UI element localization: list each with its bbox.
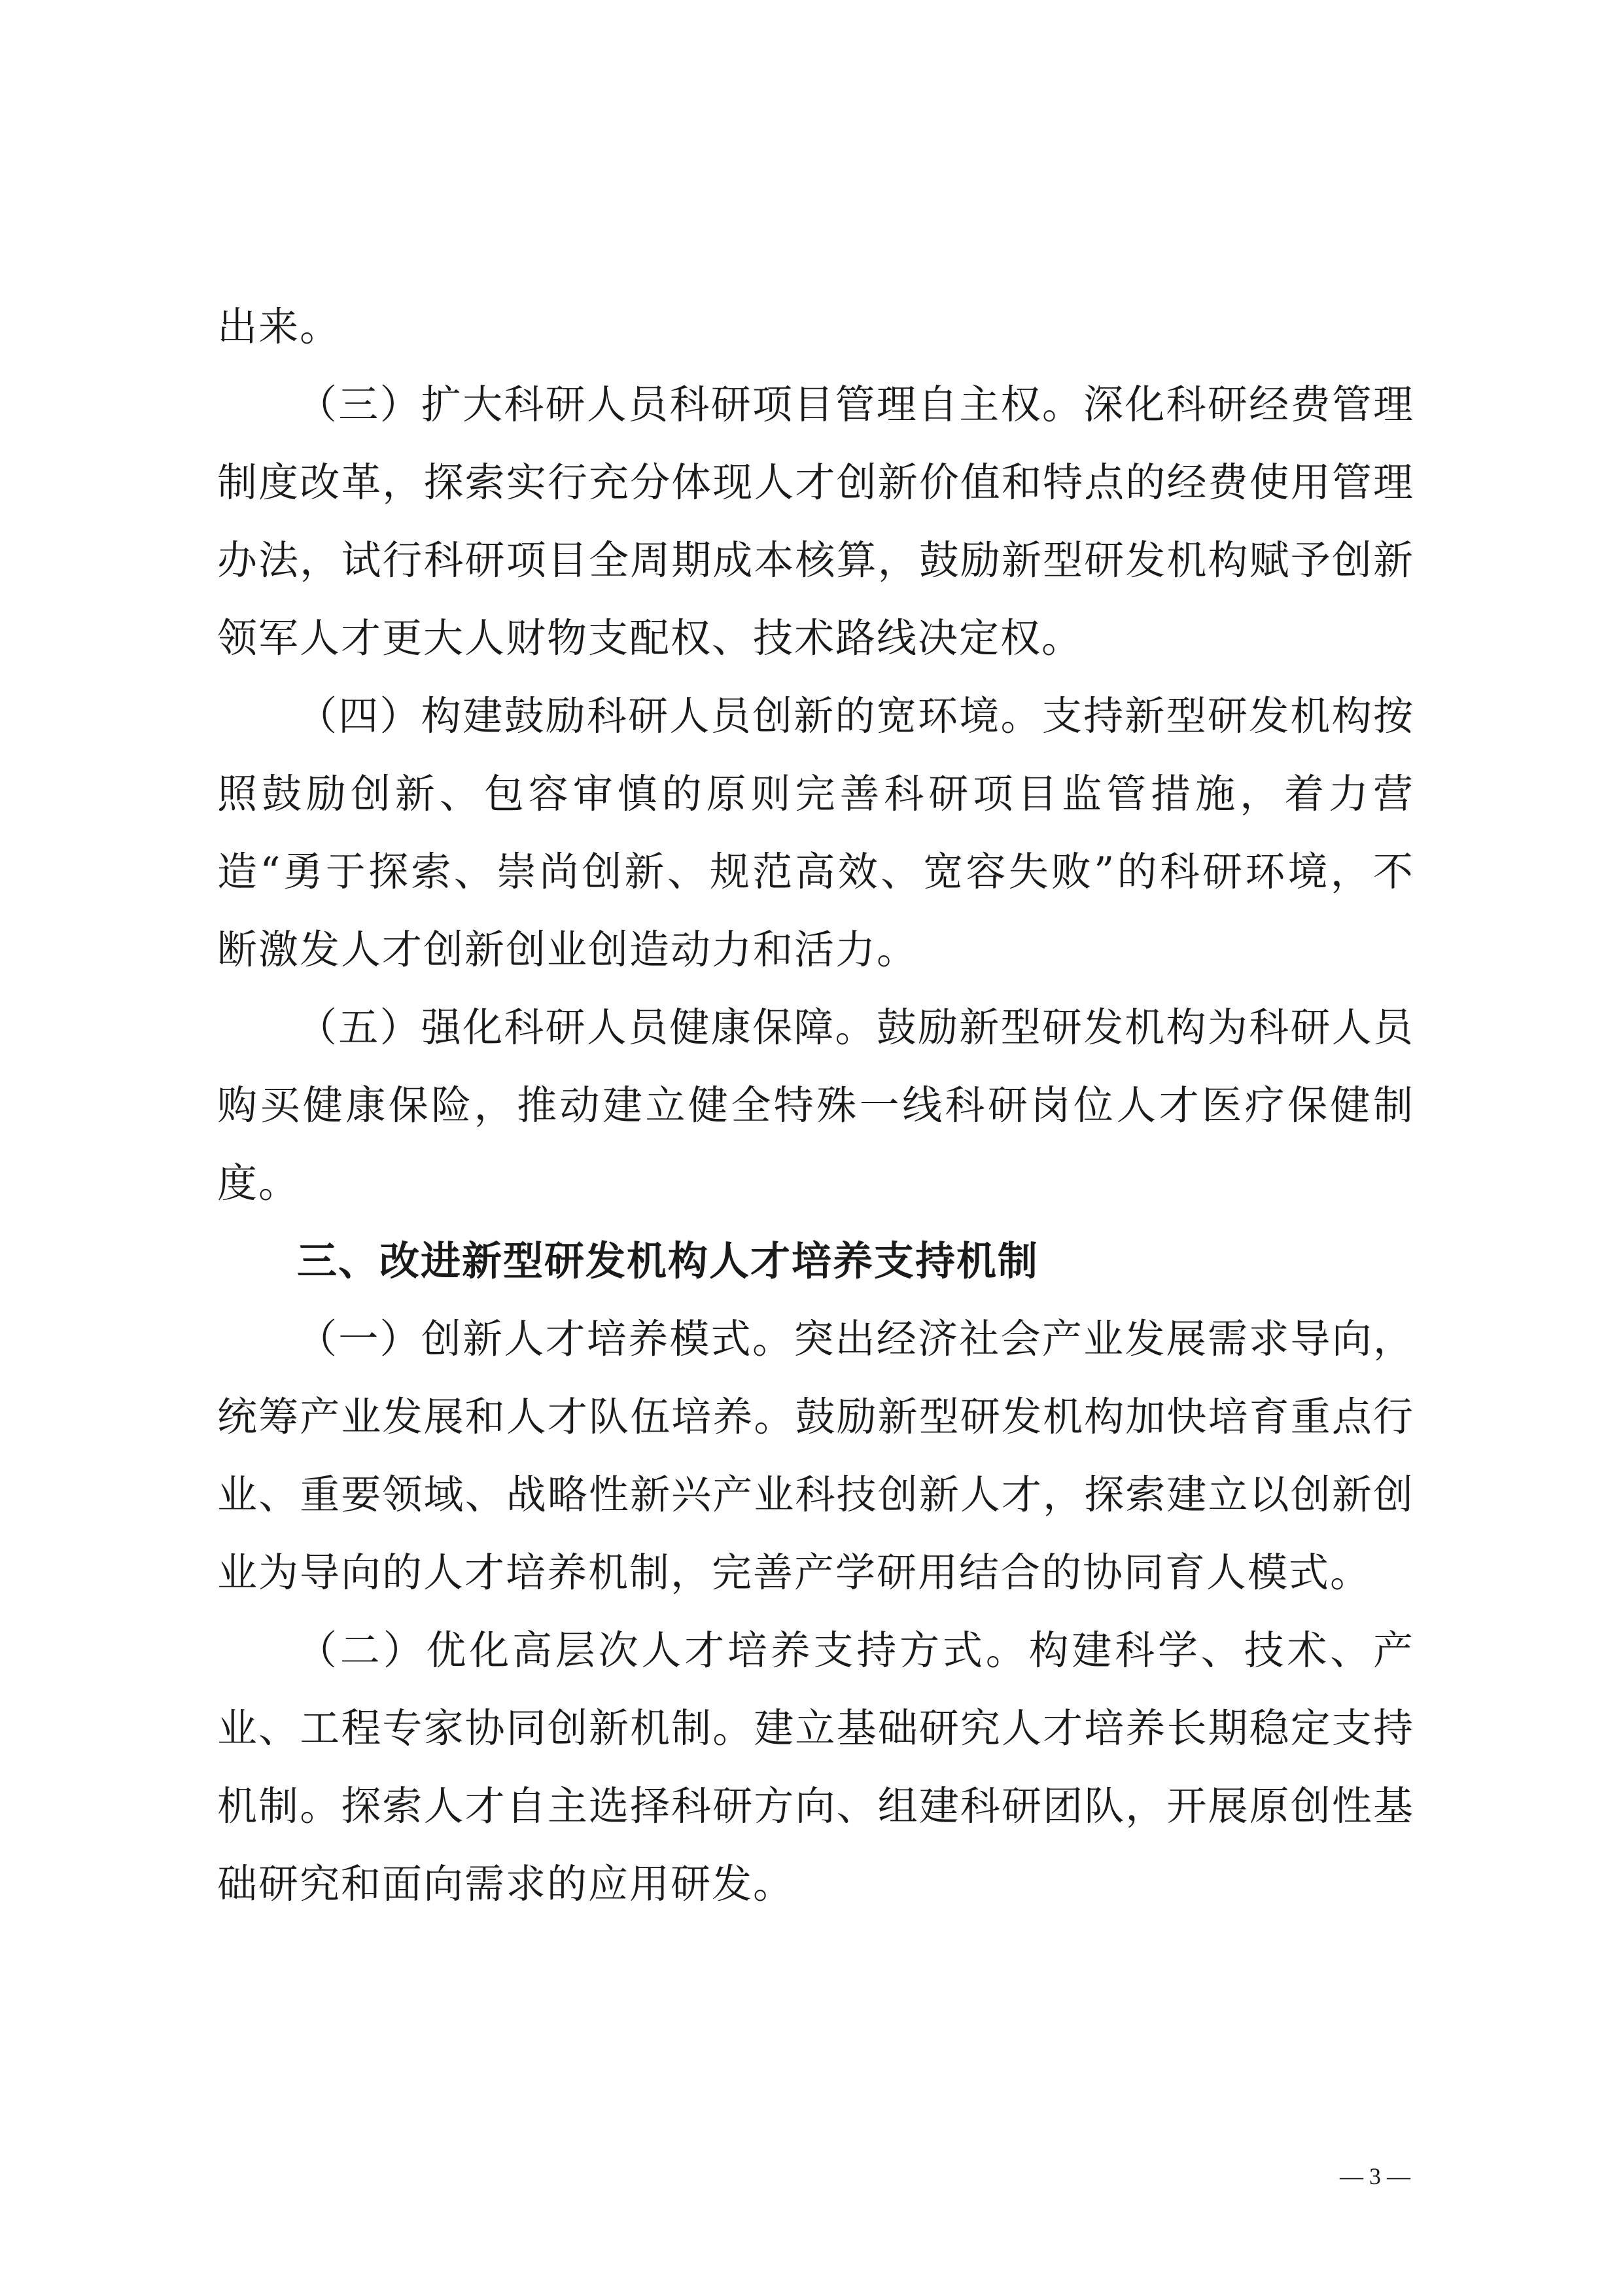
paragraph-lead: （一）创新人才培养模式。 — [297, 1316, 794, 1362]
paragraph-lead: （五）强化科研人员健康保障。 — [297, 1004, 877, 1051]
paragraph-text: 支持新型研发机构按照鼓励创新、包容审慎的原则完善科研项目监管措施，着力营造“勇于探索、崇尚创新、规范高效、宽容失败”的科研环境，不断激发人才创新创业创造动力和活力。 — [217, 693, 1414, 973]
paragraph-item-5 — [217, 989, 1414, 1222]
paragraph-continuation — [217, 288, 1414, 366]
paragraph-lead: （三）扩大科研人员科研项目管理自主权。 — [297, 381, 1084, 428]
paragraph-item-4 — [217, 677, 1414, 989]
paragraph-item-1 — [217, 1300, 1414, 1612]
paragraph-text: 鼓励新型研发机构为科研人员购买健康保险，推动建立健全特殊一线科研岗位人才医疗保健制度。 — [217, 1004, 1414, 1207]
paragraph-text: 构建科学、技术、产业、工程专家协同创新机制。建立基础研究人才培养长期稳定支持机制。探索人才自主选择科研方向、组建科研团队，开展原创性基础研究和面向需求的应用研发。 — [217, 1627, 1414, 1907]
paragraph-text: 突出经济社会产业发展需求导向，统筹产业发展和人才队伍培养。鼓励新型研发机构加快培育重点行业、重要领域、战略性新兴产业科技创新人才，探索建立以创新创业为导向的人才培养机制，完善产学研用结合的协同育人模式。 — [217, 1316, 1414, 1596]
paragraph-lead: （二）优化高层次人才培养支持方式。 — [297, 1627, 1029, 1674]
paragraph-item-2 — [217, 1612, 1414, 1923]
paragraph-text: 深化科研经费管理制度改革，探索实行充分体现人才创新价值和特点的经费使用管理办法，试行科研项目全周期成本核算，鼓励新型研发机构赋予创新领军人才更大人财物支配权、技术路线决定权。 — [217, 381, 1414, 662]
page-number: — 3 — — [1340, 2163, 1410, 2189]
paragraph-lead: （四）构建鼓励科研人员创新的宽环境。 — [297, 693, 1042, 739]
paragraph-item-3 — [217, 366, 1414, 677]
paragraph-text: 出来。 — [217, 304, 341, 350]
section-heading-3: 三、改进新型研发机构人才培养支持机制 — [297, 1238, 1039, 1284]
document-body — [217, 288, 1414, 1923]
